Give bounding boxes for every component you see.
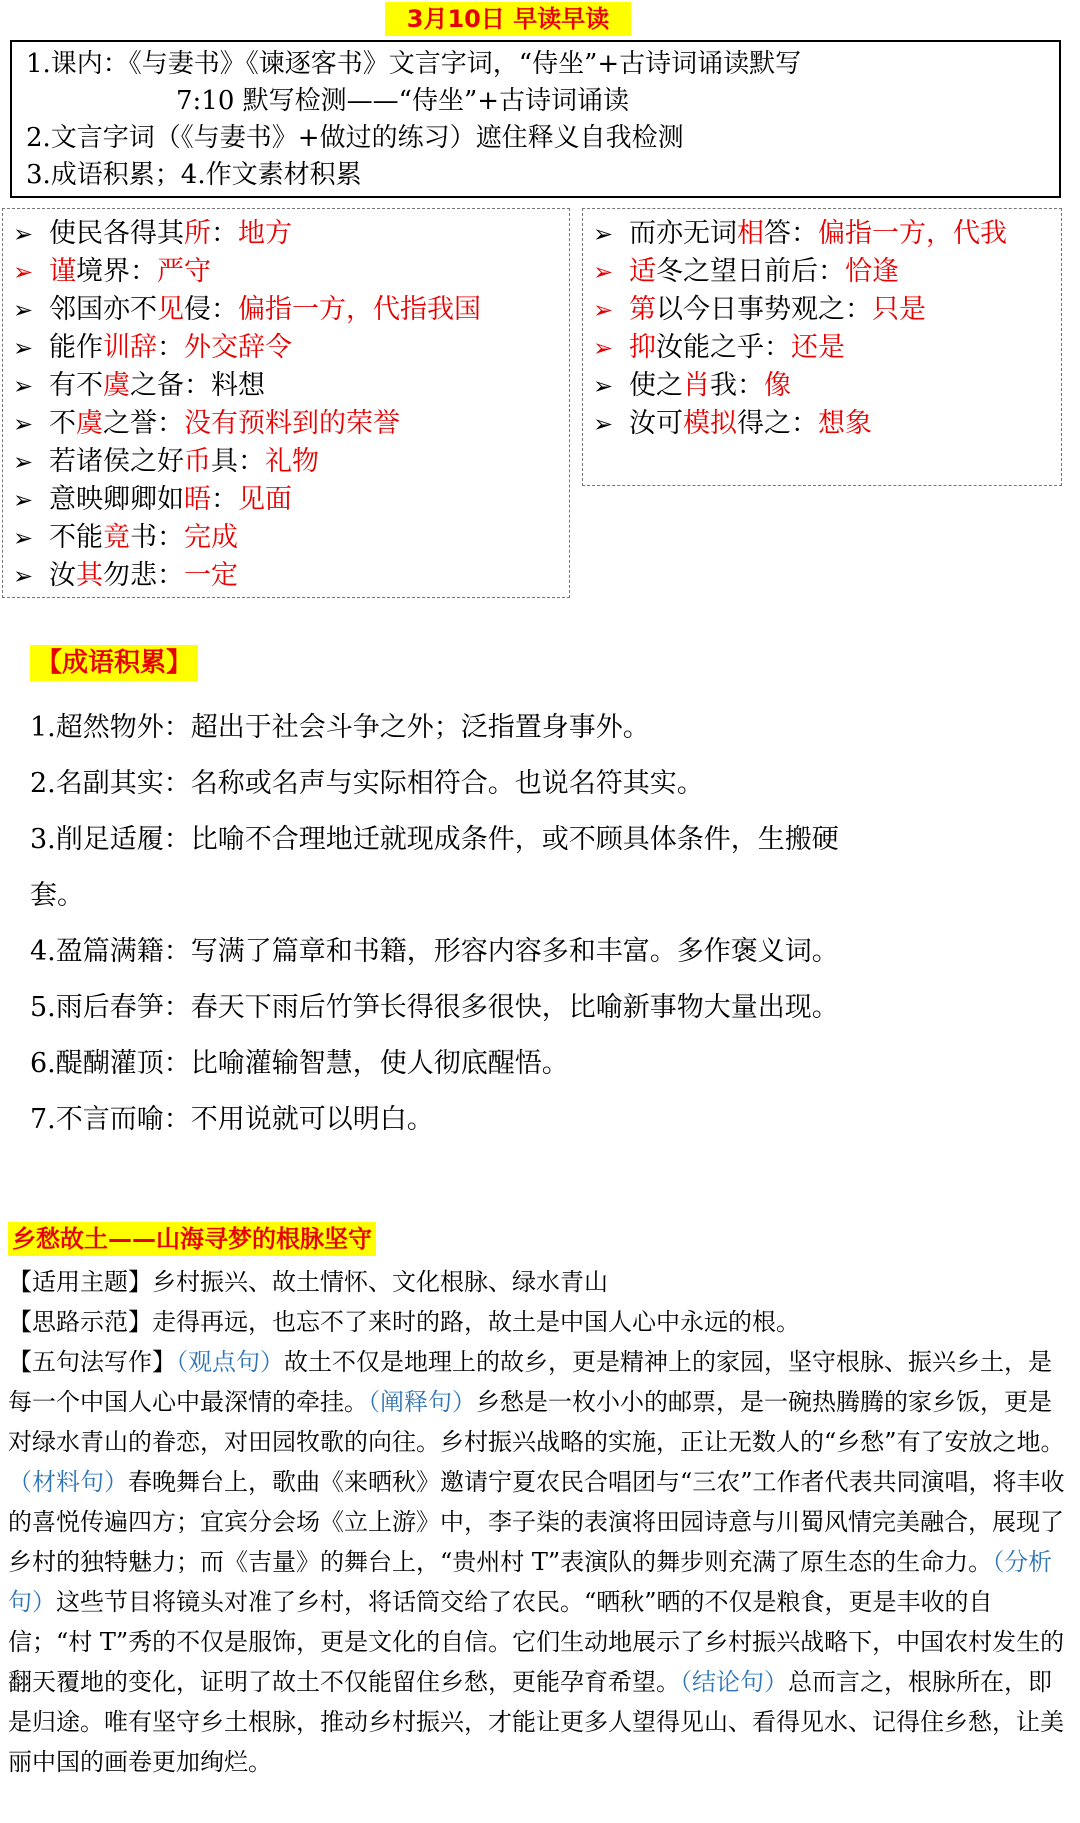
vocab-keyword: 谨 <box>49 256 76 287</box>
vocab-sentence-start: 使民各得其 <box>49 218 184 249</box>
arrow-bullet-icon: ➢ <box>13 296 34 324</box>
theme-label: 【适用主题】 <box>8 1268 152 1296</box>
arrow-bullet-icon: ➢ <box>593 334 614 362</box>
arrow-bullet-icon: ➢ <box>13 258 34 286</box>
sentence-tag: （阐释句） <box>368 1388 476 1416</box>
vocab-definition: 地方 <box>238 218 292 249</box>
vocab-sentence-end: 答： <box>764 218 818 249</box>
vocab-item <box>11 253 561 291</box>
vocab-keyword: 训辞 <box>103 332 157 363</box>
task-item: 2.文言字词（《与妻书》+做过的练习）遮住释义自我检测 <box>26 123 684 153</box>
vocab-keyword: 晤 <box>184 484 211 515</box>
vocab-list-right <box>582 208 1062 486</box>
vocab-keyword: 相 <box>737 218 764 249</box>
vocab-keyword: 见 <box>157 294 184 325</box>
arrow-bullet-icon: ➢ <box>593 296 614 324</box>
vocab-keyword: 适 <box>629 256 656 287</box>
vocab-item <box>591 405 1053 443</box>
vocab-definition: 见面 <box>238 484 292 515</box>
idiom-item: 5.雨后春笋：春天下雨后竹笋长得很多很快，比喻新事物大量出现。 <box>30 992 839 1023</box>
idea-label: 【思路示范】 <box>8 1308 152 1336</box>
vocab-keyword: 币 <box>184 446 211 477</box>
sentence-tag: （分析句） <box>8 1548 1053 1616</box>
vocab-sentence-end: 汝能之乎： <box>656 332 791 363</box>
sentence-text: 乡愁是一枚小小的邮票，是一碗热腾腾的家乡饭，更是对绿水青山的眷恋，对田园牧歌的向往。乡村振兴战略的实施，正让无数人的“乡愁”有了安放之地。 <box>8 1388 1065 1456</box>
vocab-item <box>11 557 561 595</box>
page-title: 3月10日 早读早读 <box>385 2 631 36</box>
vocab-item <box>591 291 1053 329</box>
theme-text: 乡村振兴、故土情怀、文化根脉、绿水青山 <box>152 1268 608 1296</box>
vocab-item <box>591 215 1053 253</box>
vocab-definition: 完成 <box>184 522 238 553</box>
idiom-item: 6.醍醐灌顶：比喻灌输智慧，使人彻底醒悟。 <box>30 1048 569 1079</box>
vocab-sentence-end: 书： <box>130 522 184 553</box>
essay-theme <box>8 1262 1072 1302</box>
vocab-definition: 没有预料到的荣誉 <box>184 408 400 439</box>
arrow-bullet-icon: ➢ <box>13 372 34 400</box>
essay-method <box>8 1342 1072 1782</box>
vocab-sentence-start: 不能 <box>49 522 103 553</box>
vocab-sentence-start: 汝 <box>49 560 76 591</box>
vocab-definition: 外交辞令 <box>184 332 292 363</box>
idiom-item: 7.不言而喻：不用说就可以明白。 <box>30 1104 434 1135</box>
vocab-definition: 偏指一方，代指我国 <box>238 294 481 325</box>
vocab-item <box>11 405 561 443</box>
idiom-item: 2.名副其实：名称或名声与实际相符合。也说名符其实。 <box>30 768 704 799</box>
arrow-bullet-icon: ➢ <box>593 410 614 438</box>
vocab-keyword: 其 <box>76 560 103 591</box>
idea-text: 走得再远，也忘不了来时的路，故土是中国人心中永远的根。 <box>152 1308 800 1336</box>
vocab-sentence-end: 具： <box>211 446 265 477</box>
vocab-definition: 想象 <box>818 408 872 439</box>
vocab-item <box>591 253 1053 291</box>
task-item: 7:10 默写检测——“侍坐”+古诗词诵读 <box>176 86 630 116</box>
idiom-item: 3.削足适履：比喻不合理地迁就现成条件，或不顾具体条件，生搬硬 <box>30 824 839 855</box>
vocab-item <box>11 215 561 253</box>
essay-body <box>8 1262 1072 1782</box>
vocab-sentence-start: 汝可 <box>629 408 683 439</box>
vocab-sentence-end: 境界： <box>76 256 157 287</box>
vocab-keyword: 肖 <box>683 370 710 401</box>
arrow-bullet-icon: ➢ <box>593 220 614 248</box>
arrow-bullet-icon: ➢ <box>13 448 34 476</box>
vocab-item <box>11 329 561 367</box>
vocab-keyword: 所 <box>184 218 211 249</box>
vocab-definition: 像 <box>764 370 791 401</box>
vocab-keyword: 虞 <box>76 408 103 439</box>
vocab-sentence-end: 以今日事势观之： <box>656 294 872 325</box>
vocab-sentence-end: ： <box>157 332 184 363</box>
vocab-definition: 一定 <box>184 560 238 591</box>
vocab-sentence-start: 有不 <box>49 370 103 401</box>
vocab-item <box>11 367 561 405</box>
vocab-item <box>591 367 1053 405</box>
vocab-sentence-end: 勿悲： <box>103 560 184 591</box>
sentence-tag: （结论句） <box>680 1668 788 1696</box>
vocab-definition: 恰逢 <box>845 256 899 287</box>
task-item: 1.课内：《与妻书》《谏逐客书》文言字词，“侍坐”+古诗词诵读默写 <box>26 49 802 79</box>
idiom-list <box>30 700 1030 1148</box>
vocab-keyword: 第 <box>629 294 656 325</box>
method-label: 【五句法写作】 <box>8 1348 176 1376</box>
sentence-tag: （材料句） <box>8 1468 128 1496</box>
task-item: 3.成语积累；4.作文素材积累 <box>26 160 362 190</box>
vocab-sentence-end: 之备： <box>130 370 211 401</box>
sentence-text: 这些节目将镜头对准了乡村，将话筒交给了农民。“晒秋”晒的不仅是粮食，更是丰收的自信；“村 T”秀的不仅是服饰，更是文化的自信。它们生动地展示了乡村振兴战略下，中国农村发生的翻天覆地的变化，证明了故土不仅能留住乡愁，更能孕育希望。 <box>8 1588 1065 1696</box>
vocab-sentence-start: 使之 <box>629 370 683 401</box>
vocab-sentence-end: ： <box>211 218 238 249</box>
vocab-keyword: 虞 <box>103 370 130 401</box>
vocab-sentence-start: 能作 <box>49 332 103 363</box>
vocab-sentence-end: 侵： <box>184 294 238 325</box>
sentence-text: 总而言之，根脉所在，即是归途。唯有坚守乡土根脉，推动乡村振兴，才能让更多人望得见山、看得见水、记得住乡愁，让美丽中国的画卷更加绚烂。 <box>8 1668 1064 1776</box>
vocab-sentence-start: 不 <box>49 408 76 439</box>
vocab-definition: 偏指一方，代我 <box>818 218 1007 249</box>
vocab-definition: 料想 <box>211 370 265 401</box>
vocab-sentence-start: 而亦无词 <box>629 218 737 249</box>
vocab-definition: 只是 <box>872 294 926 325</box>
arrow-bullet-icon: ➢ <box>13 334 34 362</box>
arrow-bullet-icon: ➢ <box>13 486 34 514</box>
vocab-keyword: 模拟 <box>683 408 737 439</box>
arrow-bullet-icon: ➢ <box>593 258 614 286</box>
vocab-sentence-start: 若诸侯之好 <box>49 446 184 477</box>
vocab-sentence-end: 冬之望日前后： <box>656 256 845 287</box>
idiom-item: 套。 <box>30 880 84 911</box>
arrow-bullet-icon: ➢ <box>13 220 34 248</box>
idiom-item: 4.盈篇满籍：写满了篇章和书籍，形容内容多和丰富。多作褒义词。 <box>30 936 839 967</box>
essay-idea <box>8 1302 1072 1342</box>
vocab-definition: 严守 <box>157 256 211 287</box>
vocab-definition: 还是 <box>791 332 845 363</box>
vocab-definition: 礼物 <box>265 446 319 477</box>
task-list <box>10 40 1061 198</box>
vocab-sentence-end: ： <box>211 484 238 515</box>
sentence-text: 故土不仅是地理上的故乡，更是精神上的家园，坚守根脉、振兴乡土，是每一个中国人心中最深情的牵挂。 <box>8 1348 1052 1416</box>
vocab-item <box>591 329 1053 367</box>
vocab-keyword: 抑 <box>629 332 656 363</box>
vocab-sentence-start: 邻国亦不 <box>49 294 157 325</box>
vocab-sentence-end: 得之： <box>737 408 818 439</box>
vocab-item <box>11 519 561 557</box>
sentence-text: 春晚舞台上，歌曲《来晒秋》邀请宁夏农民合唱团与“三农”工作者代表共同演唱，将丰收的喜悦传遍四方；宜宾分会场《立上游》中，李子柒的表演将田园诗意与川蜀风情完美融合，展现了乡村的独特魅力；而《吉量》的舞台上，“贵州村 T”表演队的舞步则充满了原生态的生命力。 <box>8 1468 1065 1576</box>
vocab-sentence-end: 之誉： <box>103 408 184 439</box>
vocab-item <box>11 291 561 329</box>
arrow-bullet-icon: ➢ <box>13 562 34 590</box>
essay-section-title: 乡愁故土——山海寻梦的根脉坚守 <box>8 1222 376 1256</box>
sentence-tag: （观点句） <box>176 1348 284 1376</box>
arrow-bullet-icon: ➢ <box>13 410 34 438</box>
vocab-keyword: 竟 <box>103 522 130 553</box>
vocab-item <box>11 443 561 481</box>
vocab-list-left <box>2 208 570 598</box>
idiom-item: 1.超然物外：超出于社会斗争之外；泛指置身事外。 <box>30 712 650 743</box>
idiom-section-title: 【成语积累】 <box>30 645 198 681</box>
vocab-sentence-start: 意映卿卿如 <box>49 484 184 515</box>
arrow-bullet-icon: ➢ <box>13 524 34 552</box>
arrow-bullet-icon: ➢ <box>593 372 614 400</box>
vocab-sentence-end: 我： <box>710 370 764 401</box>
vocab-item <box>11 481 561 519</box>
